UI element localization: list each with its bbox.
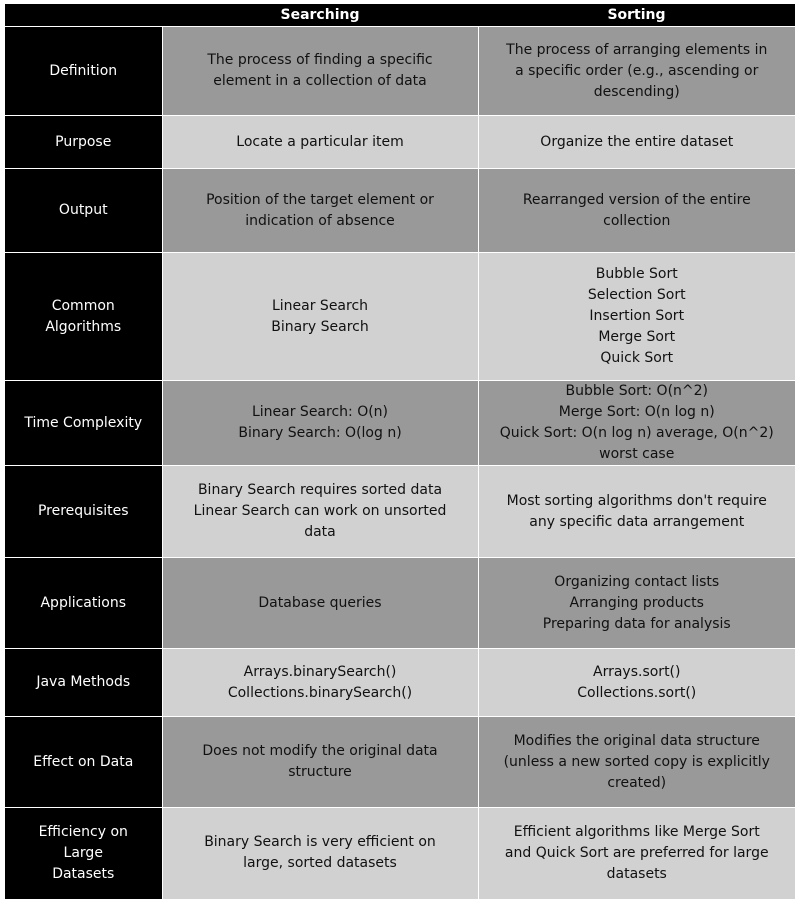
sorting-cell xyxy=(478,381,795,466)
cell-line: Bubble Sort: O(n^2) xyxy=(565,383,709,399)
cell-line: Quick Sort: O(n log n) average, O(n^2) xyxy=(499,425,774,441)
header-corner xyxy=(5,4,162,27)
row-label-line: Java Methods xyxy=(36,674,131,690)
cell-line: Position of the target element or xyxy=(206,191,434,208)
cell-line: Database queries xyxy=(258,594,382,611)
searching-cell xyxy=(162,649,478,717)
cell-line: Arrays.binarySearch() xyxy=(243,663,397,680)
row-common-algorithms xyxy=(5,253,795,381)
searching-cell xyxy=(162,253,478,381)
cell-line: structure xyxy=(288,764,352,780)
cell-line: collection xyxy=(603,212,671,229)
cell-line: Modifies the original data structure xyxy=(513,732,760,749)
row-label xyxy=(5,649,162,717)
row-prerequisites xyxy=(5,466,795,558)
cell-line: any specific data arrangement xyxy=(529,513,745,530)
cell-line: Merge Sort xyxy=(598,329,676,345)
cell-line: Arranging products xyxy=(569,594,704,611)
cell-line: and Quick Sort are preferred for large xyxy=(504,844,769,861)
sorting-cell xyxy=(478,466,795,558)
sorting-cell xyxy=(478,253,795,381)
row-label xyxy=(5,808,162,899)
sorting-cell xyxy=(478,808,795,899)
searching-cell xyxy=(162,558,478,649)
sorting-cell xyxy=(478,558,795,649)
row-label-line: Applications xyxy=(40,594,127,611)
cell-line: Organize the entire dataset xyxy=(540,133,734,150)
sorting-cell xyxy=(478,27,795,116)
cell-line: Most sorting algorithms don't require xyxy=(506,492,767,509)
cell-line: worst case xyxy=(599,446,675,462)
row-purpose xyxy=(5,116,795,169)
cell-line: indication of absence xyxy=(245,212,395,229)
cell-line: element in a collection of data xyxy=(213,73,427,89)
row-time-complexity xyxy=(5,381,795,466)
row-label xyxy=(5,169,162,253)
row-label-line: Definition xyxy=(49,62,118,79)
row-label xyxy=(5,466,162,558)
comparison-table xyxy=(5,4,795,899)
cell-line: Rearranged version of the entire xyxy=(522,191,751,208)
header-searching: Searching xyxy=(162,4,478,27)
searching-cell xyxy=(162,169,478,253)
cell-line: datasets xyxy=(606,865,667,882)
cell-line: Collections.sort() xyxy=(577,684,697,701)
cell-line: Preparing data for analysis xyxy=(542,615,731,632)
row-label xyxy=(5,116,162,169)
row-effect-on-data xyxy=(5,717,795,808)
row-definition xyxy=(5,27,795,116)
cell-line: created) xyxy=(607,774,667,791)
cell-line: large, sorted datasets xyxy=(243,855,397,872)
searching-cell xyxy=(162,381,478,466)
row-efficiency-large-datasets xyxy=(5,808,795,899)
cell-line: data xyxy=(304,524,336,540)
row-output xyxy=(5,169,795,253)
row-label-line: Common xyxy=(51,297,115,314)
searching-cell xyxy=(162,116,478,169)
sorting-cell xyxy=(478,116,795,169)
cell-line: Binary Search is very efficient on xyxy=(204,834,436,851)
sorting-cell xyxy=(478,717,795,808)
row-label xyxy=(5,27,162,116)
cell-line: Selection Sort xyxy=(587,287,686,303)
cell-line: Linear Search: O(n) xyxy=(251,404,389,420)
searching-cell xyxy=(162,27,478,116)
row-label-line: Time Complexity xyxy=(24,414,143,431)
cell-line: Insertion Sort xyxy=(589,308,685,324)
row-applications xyxy=(5,558,795,649)
searching-cell xyxy=(162,717,478,808)
cell-line: Locate a particular item xyxy=(236,133,404,150)
header-sorting: Sorting xyxy=(478,4,795,27)
cell-line: Binary Search: O(log n) xyxy=(238,425,402,441)
cell-line: Quick Sort xyxy=(600,350,674,366)
row-label-line: Effect on Data xyxy=(33,753,134,770)
row-label-line: Algorithms xyxy=(45,318,122,335)
row-label-line: Prerequisites xyxy=(37,503,129,519)
sorting-cell xyxy=(478,649,795,717)
header-row xyxy=(5,4,795,27)
cell-line: Linear Search can work on unsorted xyxy=(193,503,447,519)
row-label-line: Efficiency on Large xyxy=(38,823,128,861)
cell-line: Merge Sort: O(n log n) xyxy=(558,404,715,420)
searching-cell xyxy=(162,466,478,558)
cell-line: Organizing contact lists xyxy=(554,573,720,590)
cell-line: Does not modify the original data xyxy=(202,743,438,759)
row-label xyxy=(5,717,162,808)
cell-line: Bubble Sort xyxy=(595,266,678,282)
cell-line: Efficient algorithms like Merge Sort xyxy=(513,823,760,840)
cell-line: The process of finding a specific xyxy=(207,52,433,68)
cell-line: The process of arranging elements in xyxy=(506,41,768,58)
row-label-line: Purpose xyxy=(55,133,112,150)
cell-line: (unless a new sorted copy is explicitly xyxy=(503,753,770,770)
cell-line: descending) xyxy=(593,83,680,100)
row-label xyxy=(5,253,162,381)
row-label-line: Datasets xyxy=(52,865,115,882)
row-label-line: Output xyxy=(58,202,108,218)
row-label xyxy=(5,381,162,466)
cell-line: Binary Search xyxy=(271,318,369,335)
cell-line: Binary Search requires sorted data xyxy=(197,482,443,498)
cell-line: Arrays.sort() xyxy=(593,663,681,680)
sorting-cell xyxy=(478,169,795,253)
searching-cell xyxy=(162,808,478,899)
cell-line: Linear Search xyxy=(271,297,369,314)
row-label xyxy=(5,558,162,649)
cell-line: Collections.binarySearch() xyxy=(227,684,413,701)
row-java-methods xyxy=(5,649,795,717)
cell-line: a specific order (e.g., ascending or xyxy=(515,62,759,79)
